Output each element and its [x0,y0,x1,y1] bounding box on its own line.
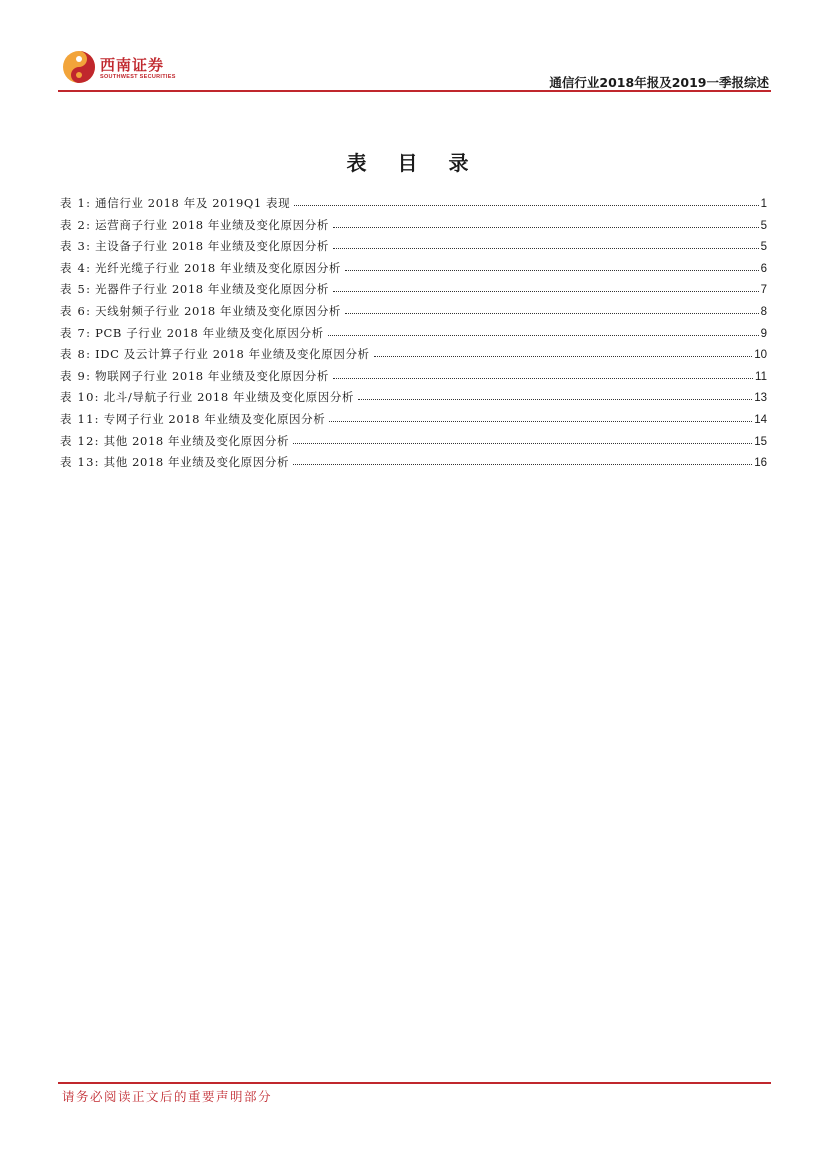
toc-entry-page: 1 [760,198,767,210]
toc-entry-page: 16 [754,457,767,470]
toc-dot-leader [333,281,759,293]
toc-dot-leader [345,303,759,315]
toc-entry-page: 14 [754,413,767,426]
toc-entry-title: 北斗/导航子行业 2018 年业绩及变化原因分析 [103,390,355,405]
toc-dot-leader [333,238,759,250]
toc-entry[interactable] [60,215,767,237]
toc-entry-page: 5 [760,241,767,254]
toc-entry-page: 9 [760,327,767,340]
toc-entry-title: 专网子行业 2018 年业绩及变化原因分析 [103,411,326,426]
toc-dot-leader [333,368,753,380]
toc-dot-leader [374,346,753,358]
toc-entry-title: 其他 2018 年业绩及变化原因分析 [103,455,290,470]
page-header [58,46,771,92]
toc-entry-page: 6 [760,262,767,275]
toc-entry-page: 5 [760,219,767,232]
toc-dot-leader [293,454,752,466]
toc-dot-leader [345,260,759,272]
toc-entry-label: 表 10: [60,390,100,405]
toc-entry[interactable] [60,193,767,215]
toc-entry-title: 物联网子行业 2018 年业绩及变化原因分析 [95,368,329,383]
logo-english-name: SOUTHWEST SECURITIES [100,74,176,80]
toc-entry-title: 其他 2018 年业绩及变化原因分析 [103,433,290,448]
toc-entry-page: 8 [760,305,767,318]
toc-entry-label: 表 2: [60,217,92,232]
toc-entry-label: 表 5: [60,282,92,297]
logo-emblem-icon [62,50,96,84]
toc-entry-page: 10 [754,349,767,362]
company-logo [62,48,202,88]
toc-entry-title: IDC 及云计算子行业 2018 年业绩及变化原因分析 [95,347,370,362]
toc-entry-title: 运营商子行业 2018 年业绩及变化原因分析 [95,217,329,232]
table-of-tables [60,193,767,474]
toc-entry-title: 主设备子行业 2018 年业绩及变化原因分析 [95,239,329,254]
logo-chinese-name: 西南证券 [100,56,165,74]
toc-entry-title: 通信行业 2018 年及 2019Q1 表现 [95,196,291,210]
toc-entry[interactable] [60,323,767,345]
toc-entry-title: 光纤光缆子行业 2018 年业绩及变化原因分析 [95,260,342,275]
toc-entry-page: 13 [754,392,767,405]
toc-entry-label: 表 1: [60,196,92,210]
toc-dot-leader [358,389,752,401]
footer-divider [58,1082,771,1084]
toc-dot-leader [293,433,752,445]
toc-entry-label: 表 11: [60,411,100,426]
toc-entry[interactable] [60,236,767,258]
toc-dot-leader [294,195,758,207]
toc-entry[interactable] [60,258,767,280]
toc-entry-label: 表 7: [60,325,92,340]
toc-dot-leader [328,325,759,337]
toc-entry-label: 表 9: [60,368,92,383]
toc-dot-leader [329,411,752,423]
toc-entry-label: 表 4: [60,260,92,275]
toc-dot-leader [333,217,759,229]
toc-entry[interactable] [60,301,767,323]
toc-entry-label: 表 12: [60,433,100,448]
header-divider [58,90,771,92]
toc-entry-label: 表 6: [60,303,92,318]
toc-entry-label: 表 3: [60,239,92,254]
toc-entry-page: 11 [755,370,767,383]
toc-heading: 表 目 录 [346,151,481,175]
toc-entry-title: 天线射频子行业 2018 年业绩及变化原因分析 [95,303,342,318]
toc-entry[interactable] [60,344,767,366]
toc-entry[interactable] [60,279,767,301]
toc-entry[interactable] [60,366,767,388]
toc-entry[interactable] [60,387,767,409]
footer-disclaimer: 请务必阅读正文后的重要声明部分 [62,1089,273,1104]
report-title: 通信行业2018年报及2019一季报综述 [549,75,769,90]
toc-entry-label: 表 8: [60,347,92,362]
toc-entry-title: PCB 子行业 2018 年业绩及变化原因分析 [95,325,324,340]
toc-entry[interactable] [60,431,767,453]
toc-entry-label: 表 13: [60,455,100,470]
toc-entry[interactable] [60,452,767,474]
toc-entry-page: 15 [754,435,767,448]
toc-entry-page: 7 [760,284,767,297]
toc-entry[interactable] [60,409,767,431]
toc-entry-title: 光器件子行业 2018 年业绩及变化原因分析 [95,282,329,297]
